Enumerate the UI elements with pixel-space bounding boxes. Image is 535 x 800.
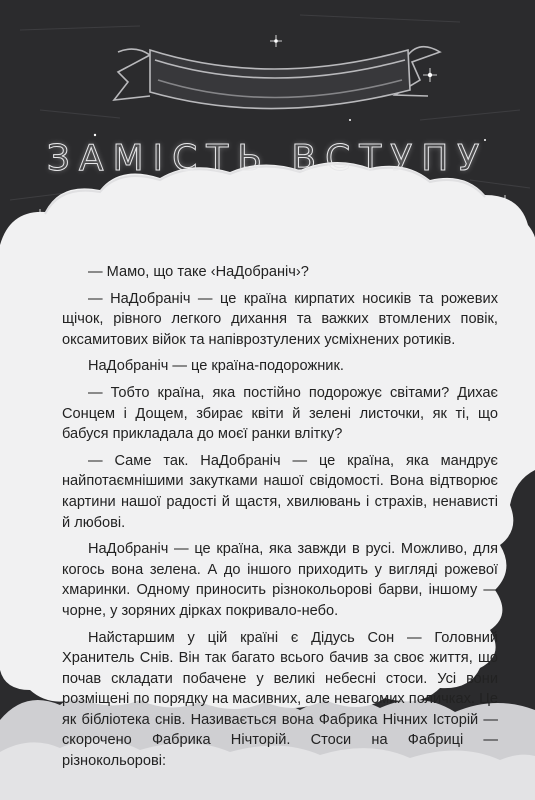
paragraph: — Мамо, що таке ‹НаДобраніч›?: [88, 264, 309, 280]
page-title: ЗАМІСТЬ ВСТУПУ: [46, 138, 489, 179]
paragraph: — Тобто країна, яка постійно подорожує світами? Дихає Сонцем і Дощем, збирає квіти й зелені листочки, як ті, що бабуся прикладала до моєї ранки влітку?: [62, 384, 498, 443]
body-text: [62, 262, 498, 778]
paragraph: Найстаршим у цій країні є Дідусь Сон — Головний Хранитель Снів. Він так багато всього бачив за своє життя, що почав складати побачене у великі небесні стоси. Усі вони розміщені по порядку на масивних, але невагомих поличках. Це як бібліотека снів. Називається вона Фабрика Нічних Історій — скорочено Фабрика Нічторій. Стоси на Фабриці — різнокольорові:: [62, 629, 498, 770]
paragraph: — НаДобраніч — це країна кирпатих носиків та рожевих щічок, рівного легкого дихання та важких втомлених повік, оксамитових війок та напіврозтулених усміхнених ротиків.: [62, 290, 498, 348]
paragraph: НаДобраніч — це країна, яка завжди в русі. Можливо, для когось вона зелена. А до іншого приходить у вигляді рожевої хмаринки. Одному приносить різнокольорові барви, іншому — чорне, у зоряних дірках покривало-небо.: [62, 541, 498, 619]
paragraph: НаДобраніч — це країна-подорожник.: [88, 358, 344, 375]
paragraph: — Саме так. НаДобраніч — це країна, яка мандрує найпотаємнішими закутками нашої свідомості. Вона відтворює картини нашої радості й щастя, хвилювань і страхів, ненависті й любові.: [62, 452, 498, 531]
